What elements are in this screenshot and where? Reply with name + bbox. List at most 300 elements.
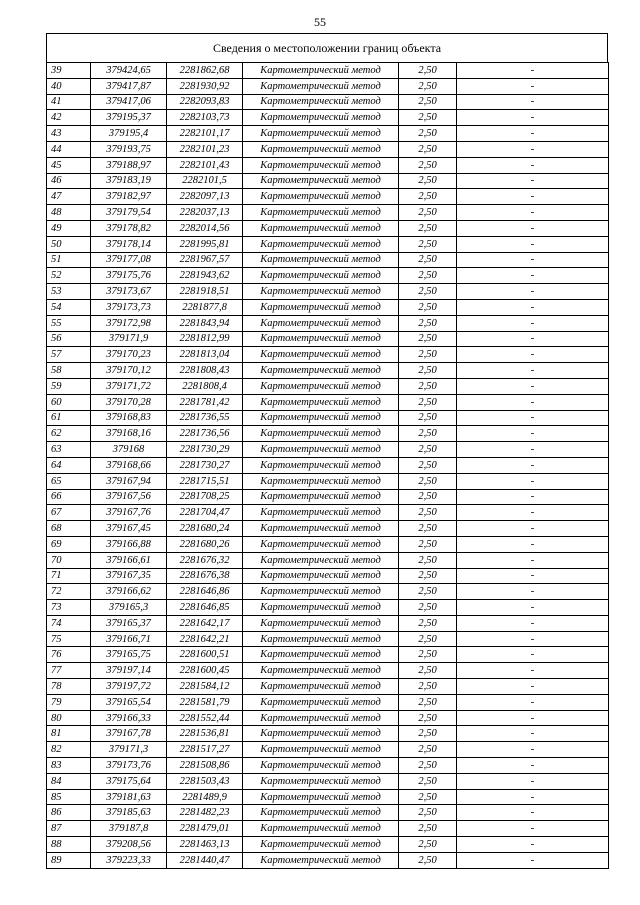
point-number-cell: 75 xyxy=(47,631,91,647)
y-coordinate-cell: 2281479,01 xyxy=(167,821,243,837)
table-row xyxy=(47,236,609,252)
y-coordinate-cell: 2281736,56 xyxy=(167,426,243,442)
x-coordinate-cell: 379208,56 xyxy=(91,837,167,853)
y-coordinate-cell: 2281600,51 xyxy=(167,647,243,663)
accuracy-cell: 2,50 xyxy=(399,789,457,805)
y-coordinate-cell: 2281730,29 xyxy=(167,442,243,458)
note-cell: - xyxy=(457,315,609,331)
accuracy-cell: 2,50 xyxy=(399,426,457,442)
note-cell: - xyxy=(457,710,609,726)
note-cell: - xyxy=(457,821,609,837)
table-row xyxy=(47,284,609,300)
point-number-cell: 69 xyxy=(47,536,91,552)
table-row xyxy=(47,189,609,205)
x-coordinate-cell: 379167,45 xyxy=(91,521,167,537)
y-coordinate-cell: 2281967,57 xyxy=(167,252,243,268)
accuracy-cell: 2,50 xyxy=(399,410,457,426)
x-coordinate-cell: 379195,37 xyxy=(91,110,167,126)
y-coordinate-cell: 2282097,13 xyxy=(167,189,243,205)
accuracy-cell: 2,50 xyxy=(399,394,457,410)
accuracy-cell: 2,50 xyxy=(399,663,457,679)
table-row xyxy=(47,363,609,379)
method-cell: Картометрический метод xyxy=(243,679,399,695)
x-coordinate-cell: 379187,8 xyxy=(91,821,167,837)
y-coordinate-cell: 2281581,79 xyxy=(167,694,243,710)
point-number-cell: 73 xyxy=(47,600,91,616)
method-cell: Картометрический метод xyxy=(243,473,399,489)
note-cell: - xyxy=(457,852,609,868)
x-coordinate-cell: 379166,61 xyxy=(91,552,167,568)
table-row xyxy=(47,410,609,426)
y-coordinate-cell: 2281704,47 xyxy=(167,505,243,521)
note-cell: - xyxy=(457,489,609,505)
table-row xyxy=(47,315,609,331)
point-number-cell: 76 xyxy=(47,647,91,663)
method-cell: Картометрический метод xyxy=(243,821,399,837)
x-coordinate-cell: 379171,9 xyxy=(91,331,167,347)
y-coordinate-cell: 2281463,13 xyxy=(167,837,243,853)
method-cell: Картометрический метод xyxy=(243,505,399,521)
method-cell: Картометрический метод xyxy=(243,663,399,679)
method-cell: Картометрический метод xyxy=(243,521,399,537)
x-coordinate-cell: 379170,12 xyxy=(91,363,167,379)
method-cell: Картометрический метод xyxy=(243,710,399,726)
method-cell: Картометрический метод xyxy=(243,268,399,284)
page-number: 55 xyxy=(314,15,326,29)
y-coordinate-cell: 2281918,51 xyxy=(167,284,243,300)
y-coordinate-cell: 2281680,24 xyxy=(167,521,243,537)
note-cell: - xyxy=(457,679,609,695)
accuracy-cell: 2,50 xyxy=(399,347,457,363)
table-row xyxy=(47,505,609,521)
method-cell: Картометрический метод xyxy=(243,489,399,505)
y-coordinate-cell: 2281730,27 xyxy=(167,457,243,473)
accuracy-cell: 2,50 xyxy=(399,284,457,300)
table-row xyxy=(47,552,609,568)
accuracy-cell: 2,50 xyxy=(399,457,457,473)
table-row xyxy=(47,663,609,679)
note-cell: - xyxy=(457,378,609,394)
method-cell: Картометрический метод xyxy=(243,552,399,568)
x-coordinate-cell: 379173,73 xyxy=(91,299,167,315)
note-cell: - xyxy=(457,331,609,347)
point-number-cell: 63 xyxy=(47,442,91,458)
method-cell: Картометрический метод xyxy=(243,141,399,157)
y-coordinate-cell: 2281489,9 xyxy=(167,789,243,805)
method-cell: Картометрический метод xyxy=(243,536,399,552)
accuracy-cell: 2,50 xyxy=(399,600,457,616)
point-number-cell: 50 xyxy=(47,236,91,252)
accuracy-cell: 2,50 xyxy=(399,489,457,505)
method-cell: Картометрический метод xyxy=(243,173,399,189)
x-coordinate-cell: 379181,63 xyxy=(91,789,167,805)
table-row xyxy=(47,789,609,805)
note-cell: - xyxy=(457,284,609,300)
table-row xyxy=(47,63,609,79)
point-number-cell: 54 xyxy=(47,299,91,315)
method-cell: Картометрический метод xyxy=(243,758,399,774)
point-number-cell: 40 xyxy=(47,78,91,94)
note-cell: - xyxy=(457,126,609,142)
note-cell: - xyxy=(457,189,609,205)
method-cell: Картометрический метод xyxy=(243,315,399,331)
note-cell: - xyxy=(457,536,609,552)
x-coordinate-cell: 379188,97 xyxy=(91,157,167,173)
accuracy-cell: 2,50 xyxy=(399,742,457,758)
note-cell: - xyxy=(457,299,609,315)
y-coordinate-cell: 2281503,43 xyxy=(167,773,243,789)
table-row xyxy=(47,568,609,584)
method-cell: Картометрический метод xyxy=(243,631,399,647)
x-coordinate-cell: 379417,06 xyxy=(91,94,167,110)
y-coordinate-cell: 2281642,17 xyxy=(167,615,243,631)
point-number-cell: 43 xyxy=(47,126,91,142)
table-row xyxy=(47,299,609,315)
method-cell: Картометрический метод xyxy=(243,726,399,742)
note-cell: - xyxy=(457,141,609,157)
note-cell: - xyxy=(457,173,609,189)
point-number-cell: 81 xyxy=(47,726,91,742)
x-coordinate-cell: 379197,72 xyxy=(91,679,167,695)
note-cell: - xyxy=(457,78,609,94)
x-coordinate-cell: 379171,3 xyxy=(91,742,167,758)
method-cell: Картометрический метод xyxy=(243,363,399,379)
method-cell: Картометрический метод xyxy=(243,94,399,110)
x-coordinate-cell: 379173,76 xyxy=(91,758,167,774)
y-coordinate-cell: 2281812,99 xyxy=(167,331,243,347)
method-cell: Картометрический метод xyxy=(243,220,399,236)
note-cell: - xyxy=(457,742,609,758)
table-row xyxy=(47,615,609,631)
x-coordinate-cell: 379178,82 xyxy=(91,220,167,236)
point-number-cell: 65 xyxy=(47,473,91,489)
table-row xyxy=(47,126,609,142)
table-row xyxy=(47,821,609,837)
x-coordinate-cell: 379167,76 xyxy=(91,505,167,521)
accuracy-cell: 2,50 xyxy=(399,773,457,789)
method-cell: Картометрический метод xyxy=(243,568,399,584)
note-cell: - xyxy=(457,600,609,616)
y-coordinate-cell: 2281536,81 xyxy=(167,726,243,742)
y-coordinate-cell: 2281808,43 xyxy=(167,363,243,379)
x-coordinate-cell: 379223,33 xyxy=(91,852,167,868)
table-row xyxy=(47,347,609,363)
note-cell: - xyxy=(457,584,609,600)
point-number-cell: 67 xyxy=(47,505,91,521)
accuracy-cell: 2,50 xyxy=(399,837,457,853)
note-cell: - xyxy=(457,805,609,821)
method-cell: Картометрический метод xyxy=(243,299,399,315)
table-row xyxy=(47,726,609,742)
point-number-cell: 47 xyxy=(47,189,91,205)
accuracy-cell: 2,50 xyxy=(399,78,457,94)
method-cell: Картометрический метод xyxy=(243,394,399,410)
note-cell: - xyxy=(457,426,609,442)
x-coordinate-cell: 379168,66 xyxy=(91,457,167,473)
method-cell: Картометрический метод xyxy=(243,410,399,426)
method-cell: Картометрический метод xyxy=(243,126,399,142)
accuracy-cell: 2,50 xyxy=(399,805,457,821)
x-coordinate-cell: 379179,54 xyxy=(91,205,167,221)
table-row xyxy=(47,173,609,189)
point-number-cell: 86 xyxy=(47,805,91,821)
point-number-cell: 89 xyxy=(47,852,91,868)
accuracy-cell: 2,50 xyxy=(399,473,457,489)
table-row xyxy=(47,584,609,600)
x-coordinate-cell: 379165,75 xyxy=(91,647,167,663)
point-number-cell: 79 xyxy=(47,694,91,710)
table-row xyxy=(47,805,609,821)
table-row xyxy=(47,268,609,284)
accuracy-cell: 2,50 xyxy=(399,110,457,126)
method-cell: Картометрический метод xyxy=(243,378,399,394)
point-number-cell: 62 xyxy=(47,426,91,442)
note-cell: - xyxy=(457,110,609,126)
x-coordinate-cell: 379171,72 xyxy=(91,378,167,394)
x-coordinate-cell: 379417,87 xyxy=(91,78,167,94)
y-coordinate-cell: 2281715,51 xyxy=(167,473,243,489)
x-coordinate-cell: 379167,78 xyxy=(91,726,167,742)
method-cell: Картометрический метод xyxy=(243,78,399,94)
point-number-cell: 70 xyxy=(47,552,91,568)
note-cell: - xyxy=(457,363,609,379)
accuracy-cell: 2,50 xyxy=(399,63,457,79)
note-cell: - xyxy=(457,236,609,252)
note-cell: - xyxy=(457,442,609,458)
point-number-cell: 82 xyxy=(47,742,91,758)
table-row xyxy=(47,331,609,347)
note-cell: - xyxy=(457,157,609,173)
table-row xyxy=(47,473,609,489)
point-number-cell: 45 xyxy=(47,157,91,173)
accuracy-cell: 2,50 xyxy=(399,173,457,189)
note-cell: - xyxy=(457,394,609,410)
y-coordinate-cell: 2281781,42 xyxy=(167,394,243,410)
x-coordinate-cell: 379197,14 xyxy=(91,663,167,679)
method-cell: Картометрический метод xyxy=(243,805,399,821)
point-number-cell: 46 xyxy=(47,173,91,189)
method-cell: Картометрический метод xyxy=(243,773,399,789)
accuracy-cell: 2,50 xyxy=(399,442,457,458)
note-cell: - xyxy=(457,205,609,221)
note-cell: - xyxy=(457,789,609,805)
method-cell: Картометрический метод xyxy=(243,600,399,616)
table-row xyxy=(47,852,609,868)
y-coordinate-cell: 2281676,38 xyxy=(167,568,243,584)
note-cell: - xyxy=(457,663,609,679)
point-number-cell: 74 xyxy=(47,615,91,631)
note-cell: - xyxy=(457,552,609,568)
point-number-cell: 68 xyxy=(47,521,91,537)
method-cell: Картометрический метод xyxy=(243,837,399,853)
point-number-cell: 72 xyxy=(47,584,91,600)
x-coordinate-cell: 379175,76 xyxy=(91,268,167,284)
accuracy-cell: 2,50 xyxy=(399,758,457,774)
table-row xyxy=(47,536,609,552)
x-coordinate-cell: 379178,14 xyxy=(91,236,167,252)
accuracy-cell: 2,50 xyxy=(399,521,457,537)
x-coordinate-cell: 379165,37 xyxy=(91,615,167,631)
y-coordinate-cell: 2281708,25 xyxy=(167,489,243,505)
note-cell: - xyxy=(457,94,609,110)
method-cell: Картометрический метод xyxy=(243,584,399,600)
x-coordinate-cell: 379185,63 xyxy=(91,805,167,821)
y-coordinate-cell: 2282093,83 xyxy=(167,94,243,110)
accuracy-cell: 2,50 xyxy=(399,363,457,379)
table-row xyxy=(47,205,609,221)
x-coordinate-cell: 379168,83 xyxy=(91,410,167,426)
x-coordinate-cell: 379175,64 xyxy=(91,773,167,789)
table-row xyxy=(47,773,609,789)
point-number-cell: 66 xyxy=(47,489,91,505)
note-cell: - xyxy=(457,758,609,774)
table-row xyxy=(47,758,609,774)
point-number-cell: 48 xyxy=(47,205,91,221)
accuracy-cell: 2,50 xyxy=(399,821,457,837)
table-row xyxy=(47,694,609,710)
y-coordinate-cell: 2281482,23 xyxy=(167,805,243,821)
method-cell: Картометрический метод xyxy=(243,426,399,442)
accuracy-cell: 2,50 xyxy=(399,141,457,157)
method-cell: Картометрический метод xyxy=(243,852,399,868)
y-coordinate-cell: 2281508,86 xyxy=(167,758,243,774)
accuracy-cell: 2,50 xyxy=(399,378,457,394)
table-row xyxy=(47,442,609,458)
x-coordinate-cell: 379166,33 xyxy=(91,710,167,726)
point-number-cell: 61 xyxy=(47,410,91,426)
point-number-cell: 71 xyxy=(47,568,91,584)
coordinates-table-body xyxy=(47,63,609,869)
point-number-cell: 55 xyxy=(47,315,91,331)
y-coordinate-cell: 2282037,13 xyxy=(167,205,243,221)
note-cell: - xyxy=(457,615,609,631)
y-coordinate-cell: 2281862,68 xyxy=(167,63,243,79)
accuracy-cell: 2,50 xyxy=(399,852,457,868)
point-number-cell: 83 xyxy=(47,758,91,774)
y-coordinate-cell: 2281813,04 xyxy=(167,347,243,363)
table-row xyxy=(47,220,609,236)
y-coordinate-cell: 2281552,44 xyxy=(167,710,243,726)
table-row xyxy=(47,78,609,94)
note-cell: - xyxy=(457,726,609,742)
y-coordinate-cell: 2282101,5 xyxy=(167,173,243,189)
accuracy-cell: 2,50 xyxy=(399,505,457,521)
point-number-cell: 80 xyxy=(47,710,91,726)
note-cell: - xyxy=(457,647,609,663)
x-coordinate-cell: 379424,65 xyxy=(91,63,167,79)
point-number-cell: 49 xyxy=(47,220,91,236)
x-coordinate-cell: 379193,75 xyxy=(91,141,167,157)
y-coordinate-cell: 2282014,56 xyxy=(167,220,243,236)
note-cell: - xyxy=(457,268,609,284)
point-number-cell: 84 xyxy=(47,773,91,789)
accuracy-cell: 2,50 xyxy=(399,726,457,742)
coordinates-table xyxy=(46,62,609,869)
y-coordinate-cell: 2281517,27 xyxy=(167,742,243,758)
y-coordinate-cell: 2282101,43 xyxy=(167,157,243,173)
method-cell: Картометрический метод xyxy=(243,157,399,173)
x-coordinate-cell: 379170,28 xyxy=(91,394,167,410)
table-row xyxy=(47,679,609,695)
y-coordinate-cell: 2281680,26 xyxy=(167,536,243,552)
y-coordinate-cell: 2281642,21 xyxy=(167,631,243,647)
y-coordinate-cell: 2281440,47 xyxy=(167,852,243,868)
note-cell: - xyxy=(457,410,609,426)
y-coordinate-cell: 2281995,81 xyxy=(167,236,243,252)
table-row xyxy=(47,742,609,758)
y-coordinate-cell: 2281646,86 xyxy=(167,584,243,600)
y-coordinate-cell: 2281877,8 xyxy=(167,299,243,315)
table-row xyxy=(47,489,609,505)
point-number-cell: 56 xyxy=(47,331,91,347)
point-number-cell: 87 xyxy=(47,821,91,837)
note-cell: - xyxy=(457,252,609,268)
point-number-cell: 39 xyxy=(47,63,91,79)
method-cell: Картометрический метод xyxy=(243,647,399,663)
y-coordinate-cell: 2281600,45 xyxy=(167,663,243,679)
table-row xyxy=(47,631,609,647)
note-cell: - xyxy=(457,773,609,789)
accuracy-cell: 2,50 xyxy=(399,331,457,347)
x-coordinate-cell: 379166,71 xyxy=(91,631,167,647)
point-number-cell: 52 xyxy=(47,268,91,284)
accuracy-cell: 2,50 xyxy=(399,694,457,710)
accuracy-cell: 2,50 xyxy=(399,568,457,584)
x-coordinate-cell: 379167,56 xyxy=(91,489,167,505)
method-cell: Картометрический метод xyxy=(243,789,399,805)
accuracy-cell: 2,50 xyxy=(399,252,457,268)
accuracy-cell: 2,50 xyxy=(399,94,457,110)
point-number-cell: 88 xyxy=(47,837,91,853)
accuracy-cell: 2,50 xyxy=(399,189,457,205)
x-coordinate-cell: 379167,35 xyxy=(91,568,167,584)
accuracy-cell: 2,50 xyxy=(399,236,457,252)
table-row xyxy=(47,837,609,853)
table-row xyxy=(47,521,609,537)
note-cell: - xyxy=(457,568,609,584)
y-coordinate-cell: 2281808,4 xyxy=(167,378,243,394)
table-row xyxy=(47,110,609,126)
x-coordinate-cell: 379166,88 xyxy=(91,536,167,552)
method-cell: Картометрический метод xyxy=(243,252,399,268)
accuracy-cell: 2,50 xyxy=(399,710,457,726)
method-cell: Картометрический метод xyxy=(243,442,399,458)
y-coordinate-cell: 2281736,55 xyxy=(167,410,243,426)
table-row xyxy=(47,394,609,410)
point-number-cell: 57 xyxy=(47,347,91,363)
method-cell: Картометрический метод xyxy=(243,615,399,631)
point-number-cell: 78 xyxy=(47,679,91,695)
table-row xyxy=(47,141,609,157)
accuracy-cell: 2,50 xyxy=(399,157,457,173)
accuracy-cell: 2,50 xyxy=(399,615,457,631)
x-coordinate-cell: 379177,08 xyxy=(91,252,167,268)
note-cell: - xyxy=(457,457,609,473)
method-cell: Картометрический метод xyxy=(243,331,399,347)
accuracy-cell: 2,50 xyxy=(399,536,457,552)
table-row xyxy=(47,600,609,616)
table-row xyxy=(47,378,609,394)
y-coordinate-cell: 2282101,23 xyxy=(167,141,243,157)
note-cell: - xyxy=(457,473,609,489)
x-coordinate-cell: 379168 xyxy=(91,442,167,458)
note-cell: - xyxy=(457,631,609,647)
table-title: Сведения о местоположении границ объекта xyxy=(46,33,608,62)
point-number-cell: 77 xyxy=(47,663,91,679)
point-number-cell: 44 xyxy=(47,141,91,157)
method-cell: Картометрический метод xyxy=(243,347,399,363)
point-number-cell: 58 xyxy=(47,363,91,379)
